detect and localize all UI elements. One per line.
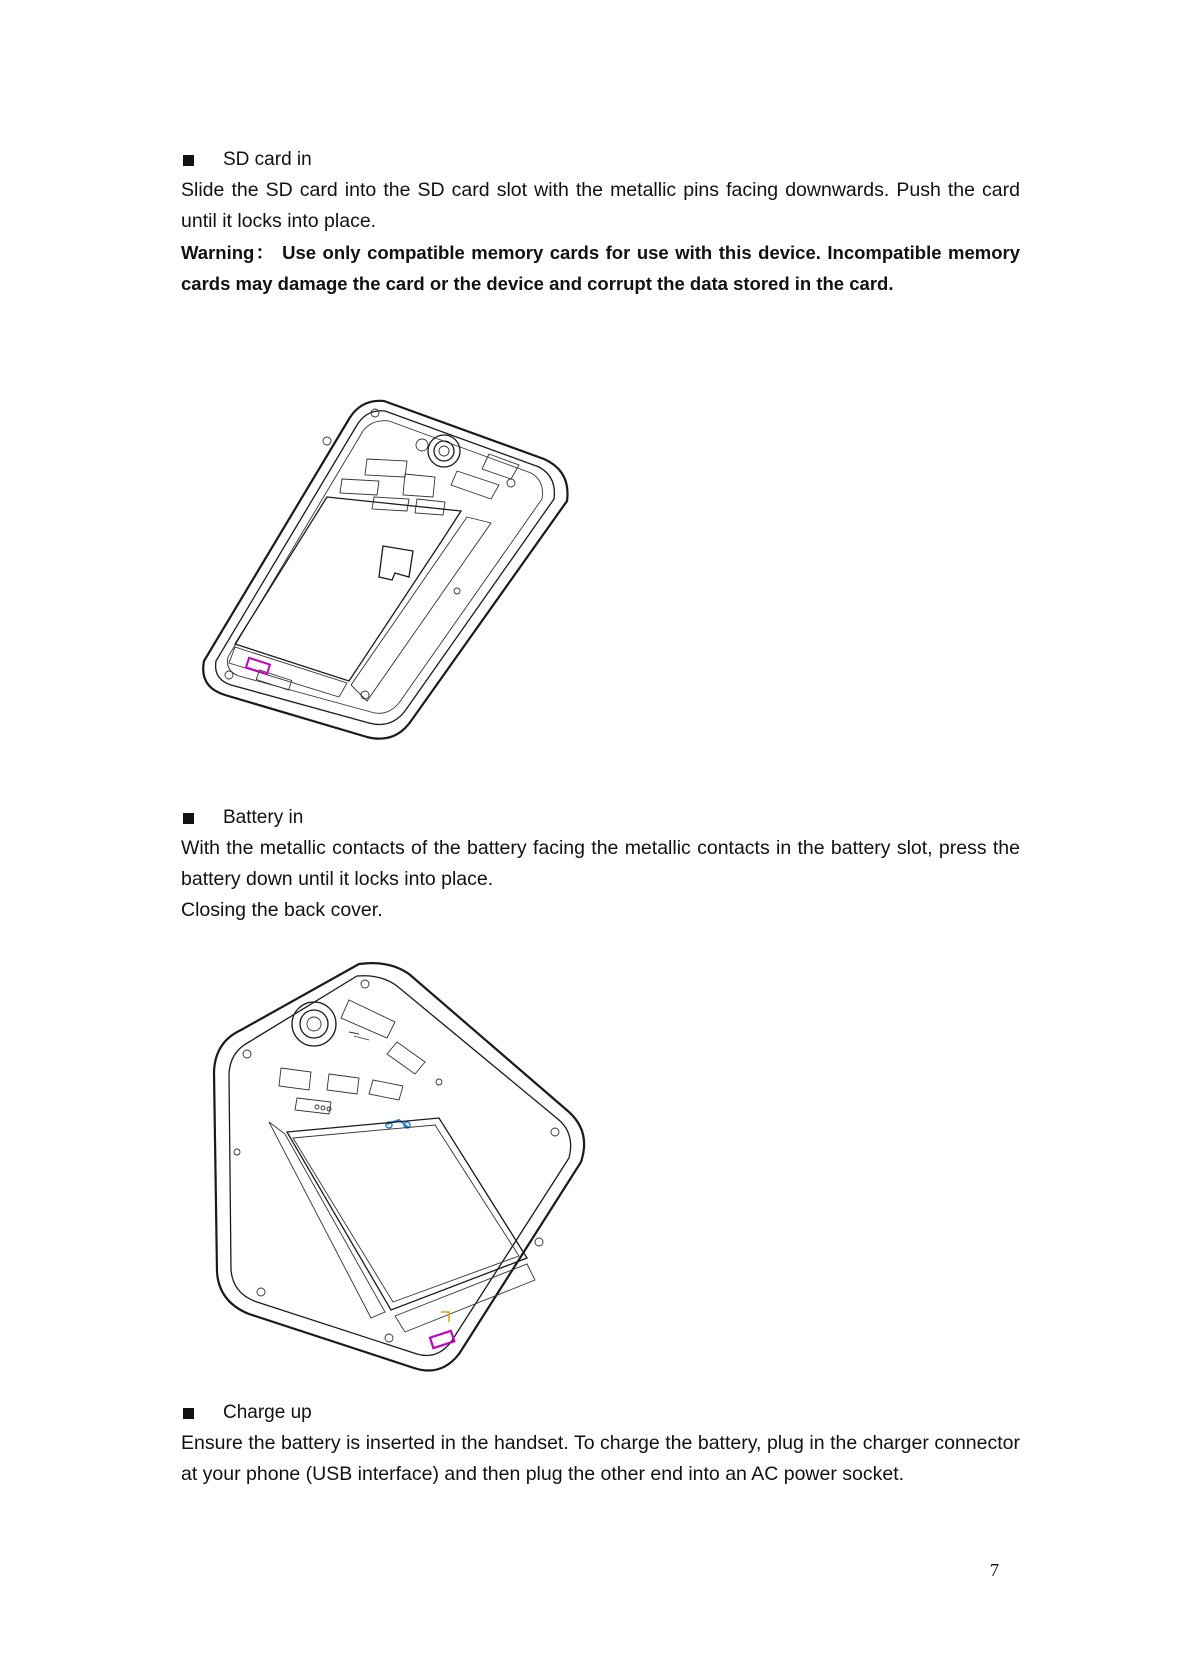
sd-card-insertion-diagram bbox=[195, 395, 585, 745]
heading-text: SD card in bbox=[223, 149, 312, 170]
sd-card-paragraph bbox=[181, 175, 1020, 299]
bullet-square-icon bbox=[183, 813, 194, 824]
bullet-square-icon bbox=[183, 155, 194, 166]
battery-paragraph bbox=[181, 833, 1020, 926]
charge-body: Ensure the battery is inserted in the handset. To charge the battery, plug in the charger connector at your phone (USB interface) and then plug the other end into an AC power socket. bbox=[181, 1432, 1020, 1485]
heading-text: Charge up bbox=[223, 1402, 312, 1423]
heading-text: Battery in bbox=[223, 807, 304, 828]
bullet-square-icon bbox=[183, 1408, 194, 1419]
charge-paragraph bbox=[181, 1428, 1020, 1490]
sd-card-warning: Warning： Use only compatible memory cards for use with this device. Incompatible memory cards may damage the card or the device and corrupt the data stored in the card. bbox=[181, 242, 1020, 294]
battery-body-closing: Closing the back cover. bbox=[181, 899, 383, 921]
battery-insertion-diagram bbox=[205, 958, 600, 1378]
page-number: 7 bbox=[990, 1560, 999, 1580]
sd-card-body: Slide the SD card into the SD card slot with the metallic pins facing downwards. Push the card until it locks into place. bbox=[181, 179, 1020, 232]
battery-body: With the metallic contacts of the battery facing the metallic contacts in the battery slot, press the battery down until it locks into place. bbox=[181, 837, 1020, 890]
